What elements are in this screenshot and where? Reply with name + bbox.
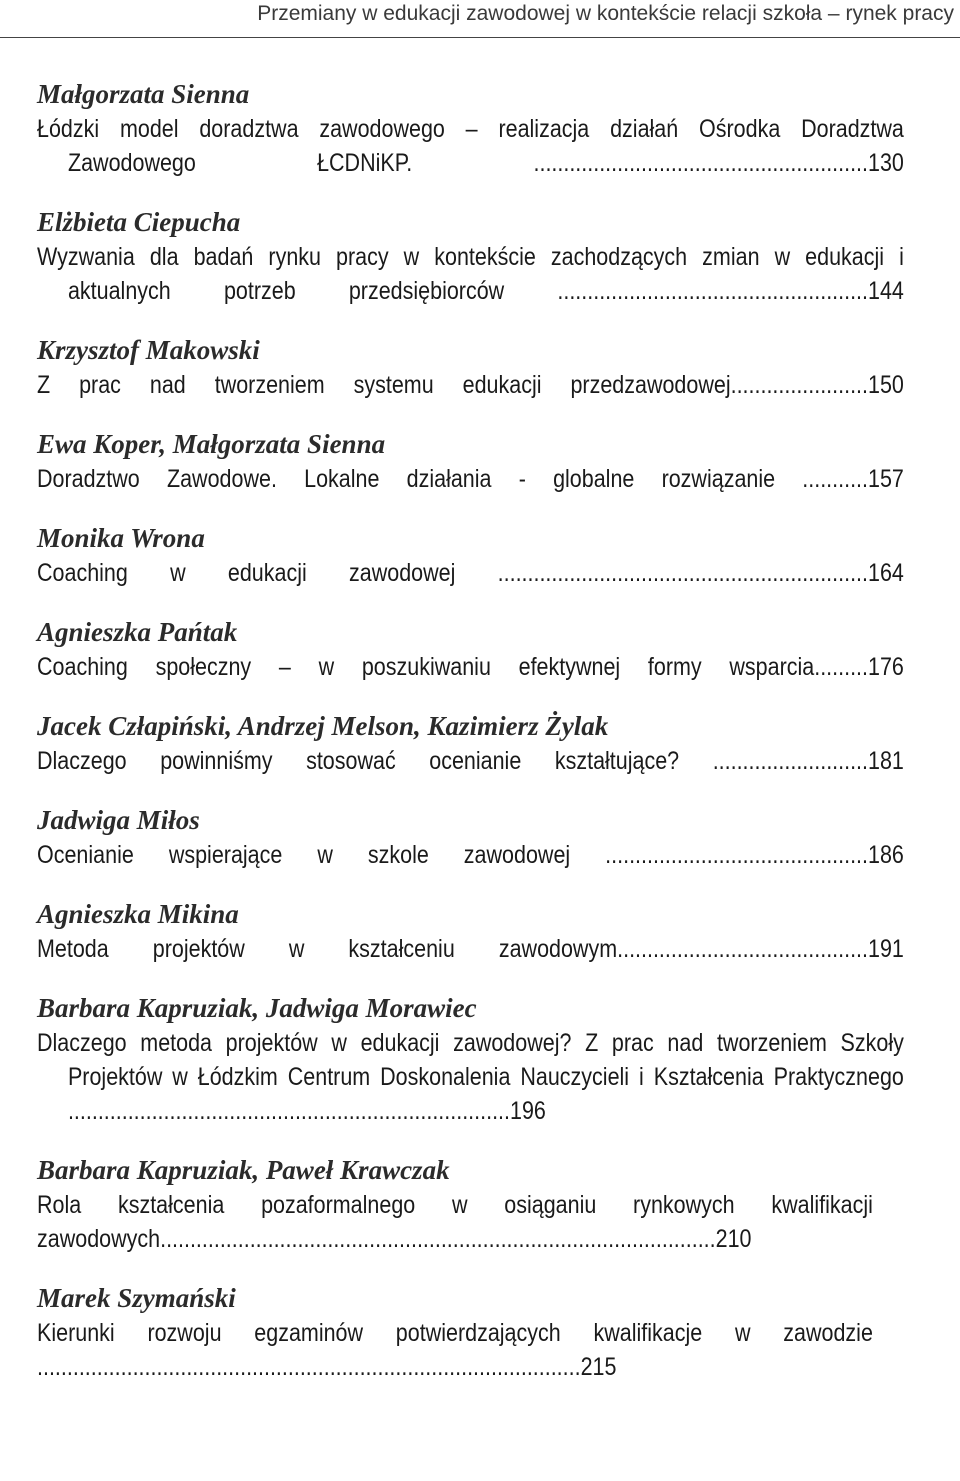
toc-entry <box>37 76 904 180</box>
toc-entry <box>37 708 904 778</box>
toc-title: Metoda projektów w kształceniu zawodowym..........................................191 <box>37 935 904 963</box>
toc-title: Doradztwo Zawodowe. Lokalne działania - globalne rozwiązanie ...........157 <box>37 465 904 493</box>
toc-author: Agnieszka Mikina <box>37 899 239 929</box>
toc-title: Łódzki model doradztwa zawodowego – realizacja działań Ośrodka Doradztwa Zawodowego ŁCDNiKP. ........................................................130 <box>37 115 904 177</box>
toc-entry <box>37 990 904 1128</box>
toc-title: Dlaczego metoda projektów w edukacji zawodowej? Z prac nad tworzeniem Szkoły Projektów w Łódzkim Centrum Doskonalenia Nauczycieli i Kształcenia Praktycznego ..........................................................................196 <box>37 1029 904 1125</box>
toc-author: Barbara Kapruziak, Paweł Krawczak <box>37 1155 450 1185</box>
toc-author: Jadwiga Miłos <box>37 805 200 835</box>
toc-entry <box>37 520 904 590</box>
toc-entry <box>37 332 904 402</box>
toc-author: Agnieszka Pańtak <box>37 617 238 647</box>
toc-title: Z prac nad tworzeniem systemu edukacji przedzawodowej.......................150 <box>37 371 904 399</box>
toc-title: Kierunki rozwoju egzaminów potwierdzających kwalifikacje w zawodzie ...........................................................................................215 <box>37 1319 873 1381</box>
toc-author: Krzysztof Makowski <box>37 335 260 365</box>
running-title: Przemiany w edukacji zawodowej w kontekście relacji szkoła – rynek pracy <box>257 2 954 25</box>
toc-entry <box>37 614 904 684</box>
toc-entry <box>37 204 904 308</box>
toc-author: Marek Szymański <box>37 1283 236 1313</box>
toc-author: Ewa Koper, Małgorzata Sienna <box>37 429 386 459</box>
toc-title: Coaching w edukacji zawodowej ..............................................................164 <box>37 559 904 587</box>
toc-entry <box>37 1280 873 1384</box>
toc-entry <box>37 802 904 872</box>
toc-author: Elżbieta Ciepucha <box>37 207 241 237</box>
toc-title: Dlaczego powinniśmy stosować ocenianie kształtujące? ..........................181 <box>37 747 904 775</box>
toc-author: Barbara Kapruziak, Jadwiga Morawiec <box>37 993 477 1023</box>
toc-entry <box>37 426 904 496</box>
toc-title: Rola kształcenia pozaformalnego w osiąganiu rynkowych kwalifikacji zawodowych.............................................................................................210 <box>37 1191 873 1253</box>
toc-author: Monika Wrona <box>37 523 205 553</box>
toc-title: Ocenianie wspierające w szkole zawodowej ............................................186 <box>37 841 904 869</box>
table-of-contents <box>37 76 904 1408</box>
toc-author: Jacek Człapiński, Andrzej Melson, Kazimierz Żylak <box>37 711 609 741</box>
toc-title: Coaching społeczny – w poszukiwaniu efektywnej formy wsparcia.........176 <box>37 653 904 681</box>
toc-title: Wyzwania dla badań rynku pracy w kontekście zachodzących zmian w edukacji i aktualnych potrzeb przedsiębiorców ....................................................144 <box>37 243 904 305</box>
toc-author: Małgorzata Sienna <box>37 79 250 109</box>
running-header <box>0 0 960 38</box>
toc-entry <box>37 896 904 966</box>
toc-entry <box>37 1152 873 1256</box>
